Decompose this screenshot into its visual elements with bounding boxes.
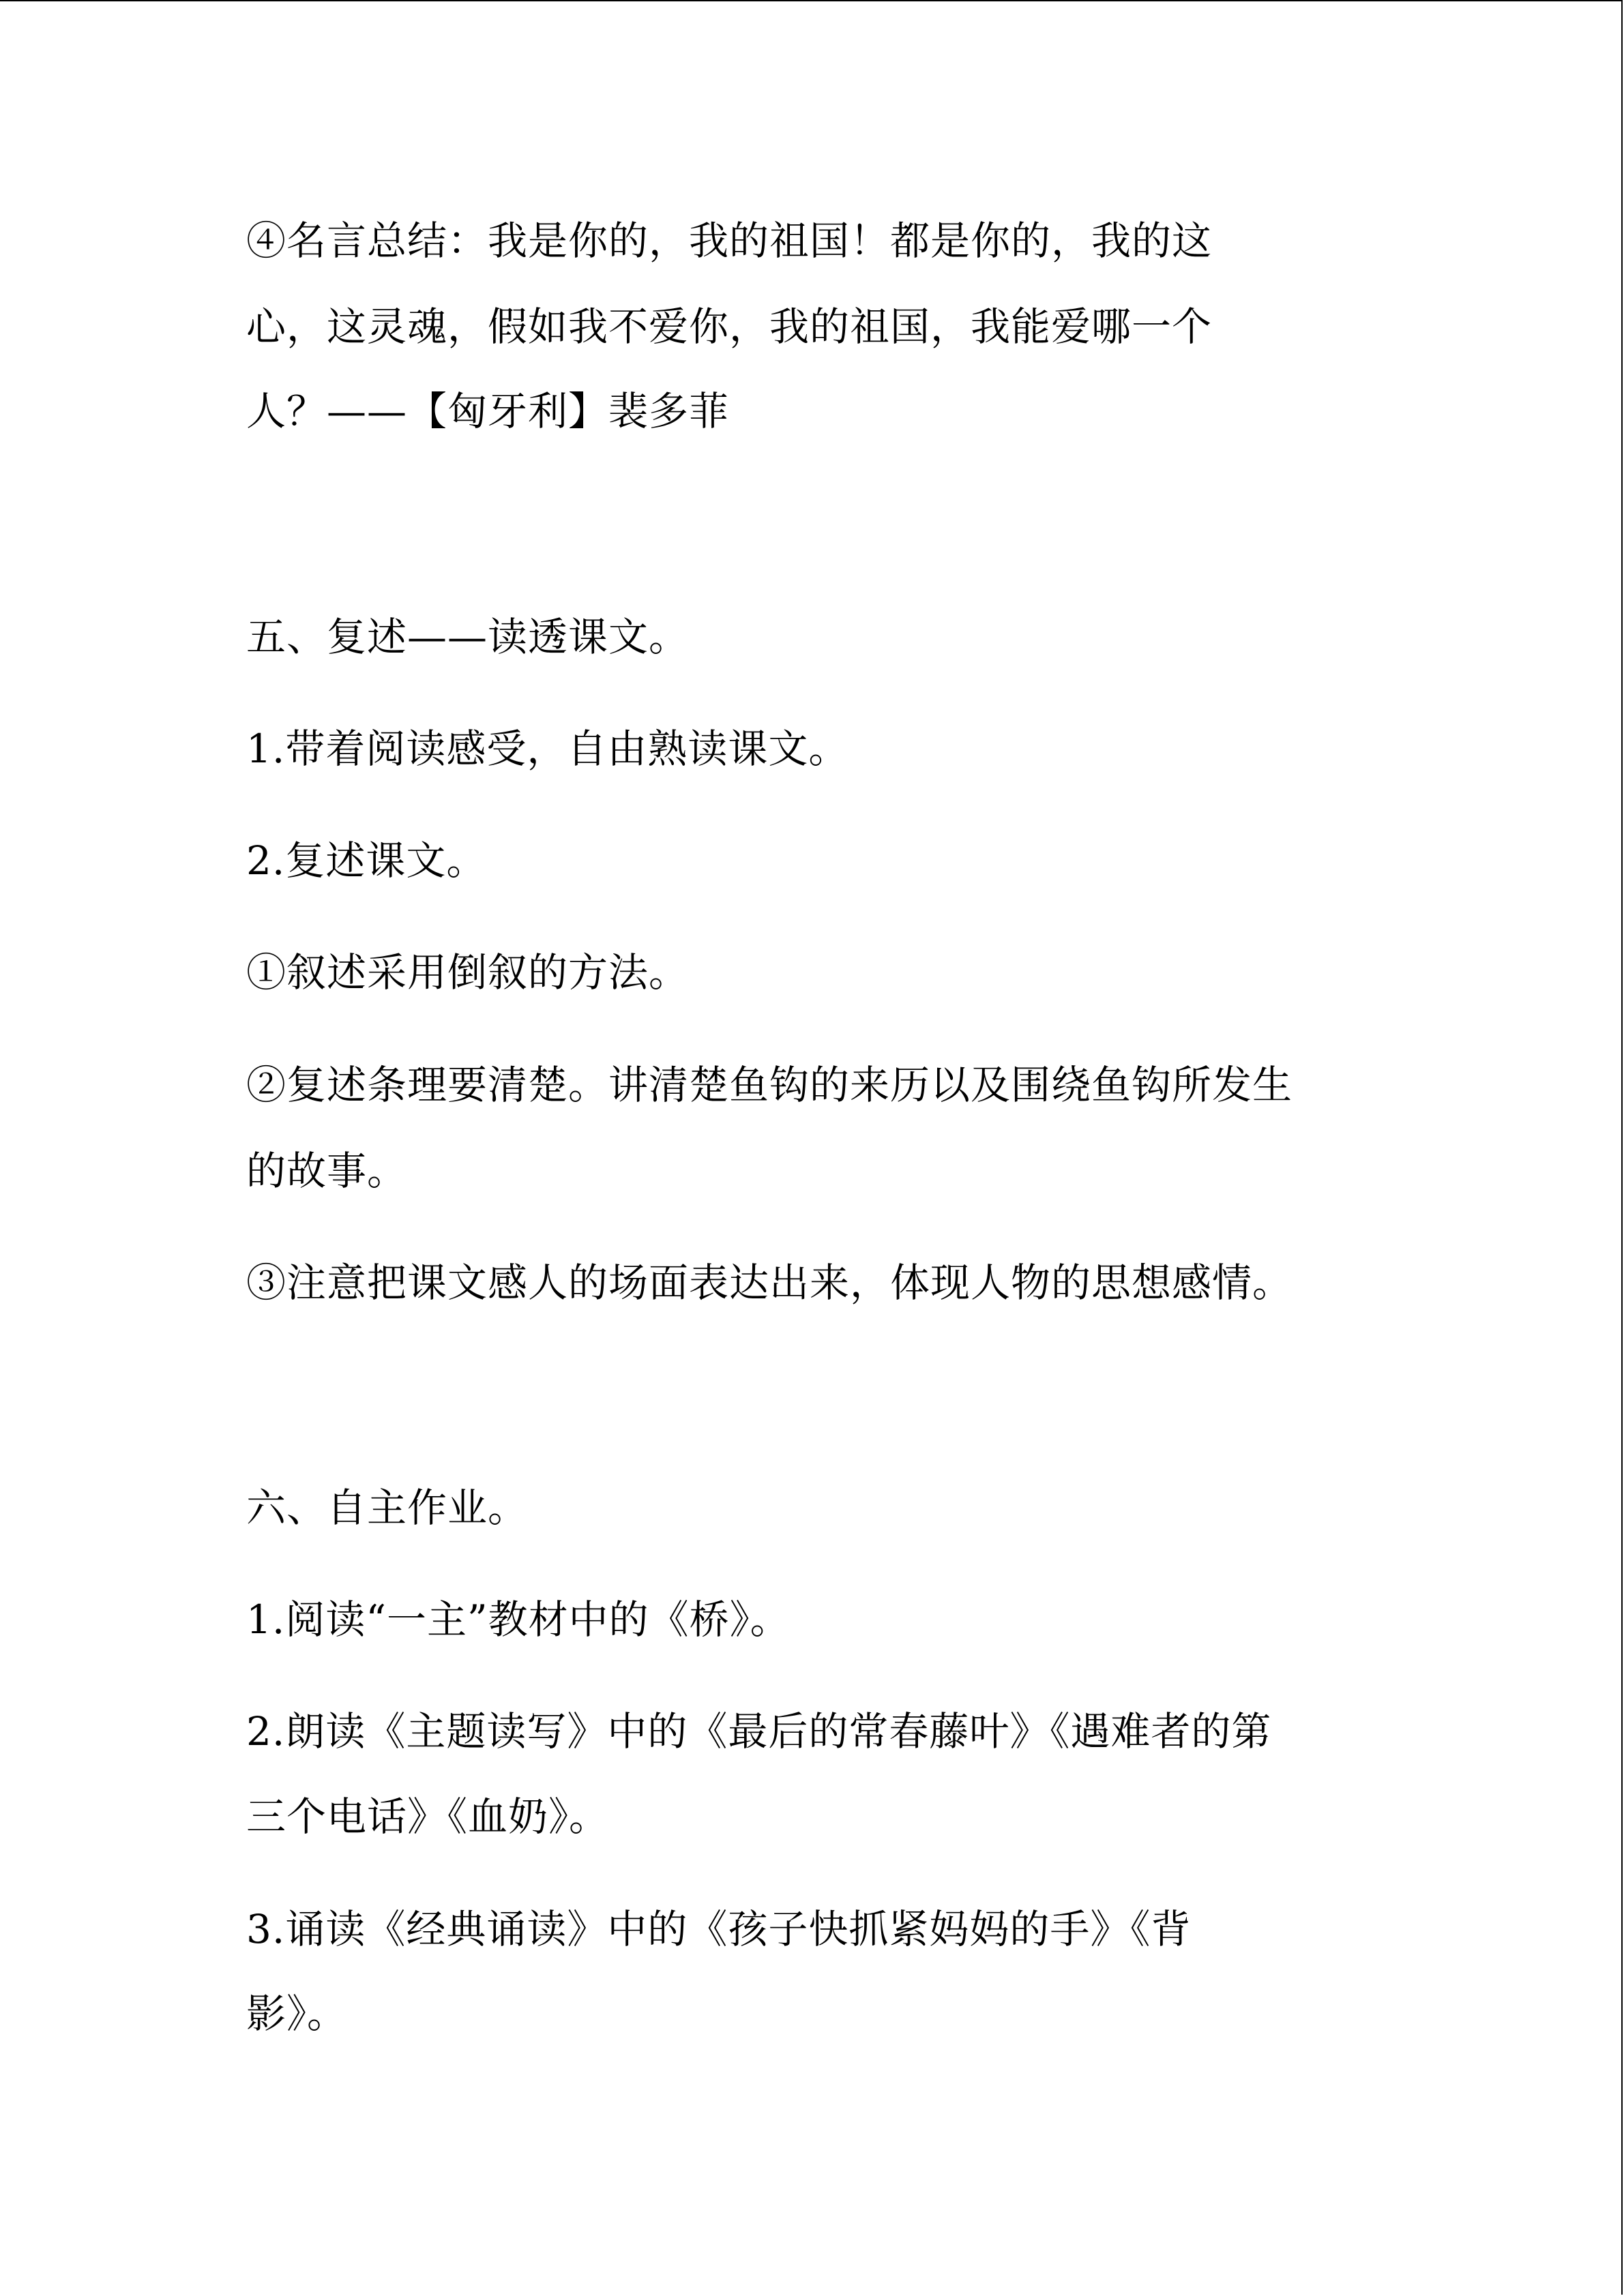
- section-heading-retell: 五、复述——读透课文。: [246, 614, 690, 660]
- retell-item-1: 1.带着阅读感受，自由熟读课文。: [246, 726, 849, 772]
- retell-point-2-line-2: 的故事。: [246, 1148, 408, 1194]
- section-heading-homework: 六、自主作业。: [246, 1485, 529, 1531]
- homework-item-3-line-2: 影》。: [246, 1991, 348, 2037]
- retell-point-2-line-1: ②复述条理要清楚。讲清楚鱼钩的来历以及围绕鱼钩所发生: [246, 1062, 1293, 1108]
- quote-line-3: 人？——【匈牙利】裴多菲: [246, 388, 730, 434]
- homework-item-3-line-1: 3.诵读《经典诵读》中的《孩子快抓紧妈妈的手》《背: [246, 1906, 1192, 1952]
- retell-point-1: ①叙述采用倒叙的方法。: [246, 949, 690, 996]
- homework-item-2-line-1: 2.朗读《主题读写》中的《最后的常春藤叶》《遇难者的第: [246, 1708, 1272, 1755]
- quote-line-1: ④名言总结：我是你的，我的祖国！都是你的，我的这: [246, 218, 1213, 264]
- quote-line-2: 心，这灵魂，假如我不爱你，我的祖国，我能爱哪一个: [246, 303, 1213, 350]
- retell-item-2: 2.复述课文。: [246, 837, 487, 884]
- homework-item-1: 1.阅读“一主”教材中的《桥》。: [246, 1596, 791, 1643]
- retell-point-3: ③注意把课文感人的场面表达出来，体现人物的思想感情。: [246, 1259, 1293, 1306]
- homework-item-2-line-2: 三个电话》《血奶》。: [246, 1793, 610, 1840]
